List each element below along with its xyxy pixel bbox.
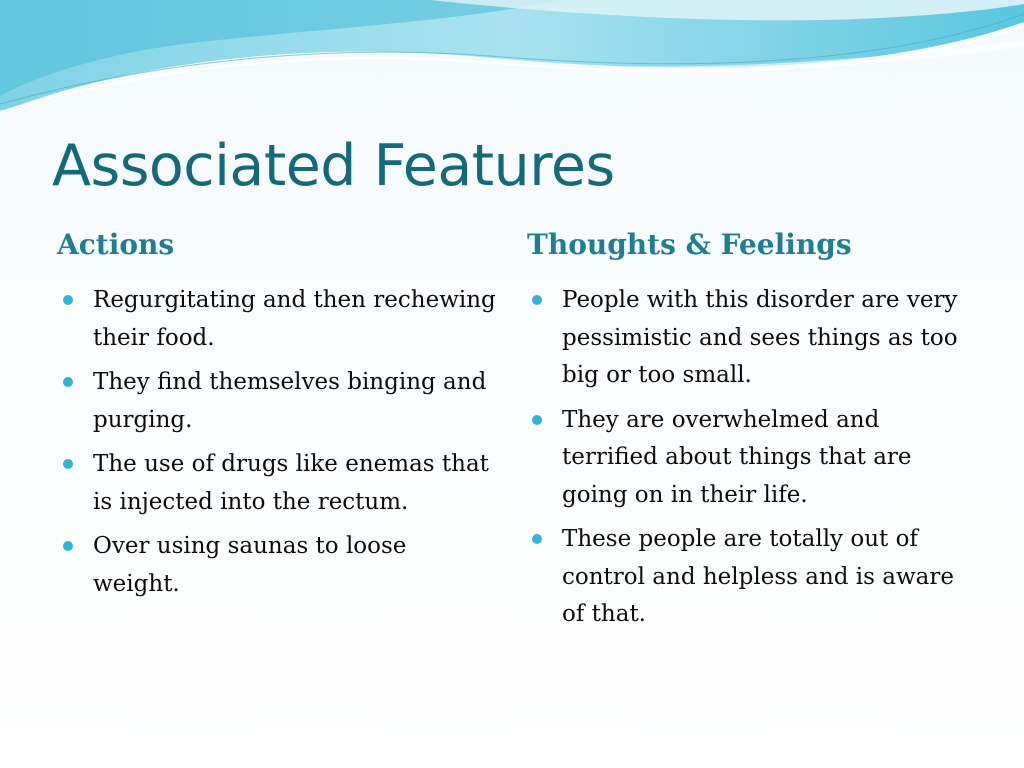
column-heading-thoughts-feelings: Thoughts & Feelings (527, 228, 852, 261)
list-item (60, 528, 500, 603)
bullet-icon (532, 534, 542, 544)
bullet-text: The use of drugs like enemas that is injected into the rectum. (93, 451, 489, 515)
bullet-icon (63, 377, 73, 387)
list-item (529, 402, 974, 515)
list-item (60, 282, 500, 357)
bullet-icon (63, 459, 73, 469)
bullet-text: People with this disorder are very pessimistic and sees things as too big or too small. (562, 287, 958, 388)
thoughts-feelings-bullet-list (529, 282, 974, 641)
bullet-icon (63, 295, 73, 305)
list-item (60, 364, 500, 439)
header-wave-decoration (0, 0, 1024, 120)
bullet-icon (532, 295, 542, 305)
bullet-text: They are overwhelmed and terrified about things that are going on in their life. (562, 406, 912, 508)
bullet-text: These people are totally out of control and helpless and is aware of that. (562, 526, 954, 627)
list-item (529, 282, 974, 395)
bullet-text: They find themselves binging and purging. (93, 369, 487, 433)
bullet-text: Over using saunas to loose weight. (93, 533, 407, 597)
slide-title: Associated Features (52, 133, 615, 199)
bullet-icon (63, 541, 73, 551)
actions-bullet-list (60, 282, 500, 610)
bullet-text: Regurgitating and then rechewing their food. (93, 287, 496, 351)
bullet-icon (532, 415, 542, 425)
column-heading-actions: Actions (57, 228, 175, 261)
list-item (60, 446, 500, 521)
list-item (529, 521, 974, 634)
